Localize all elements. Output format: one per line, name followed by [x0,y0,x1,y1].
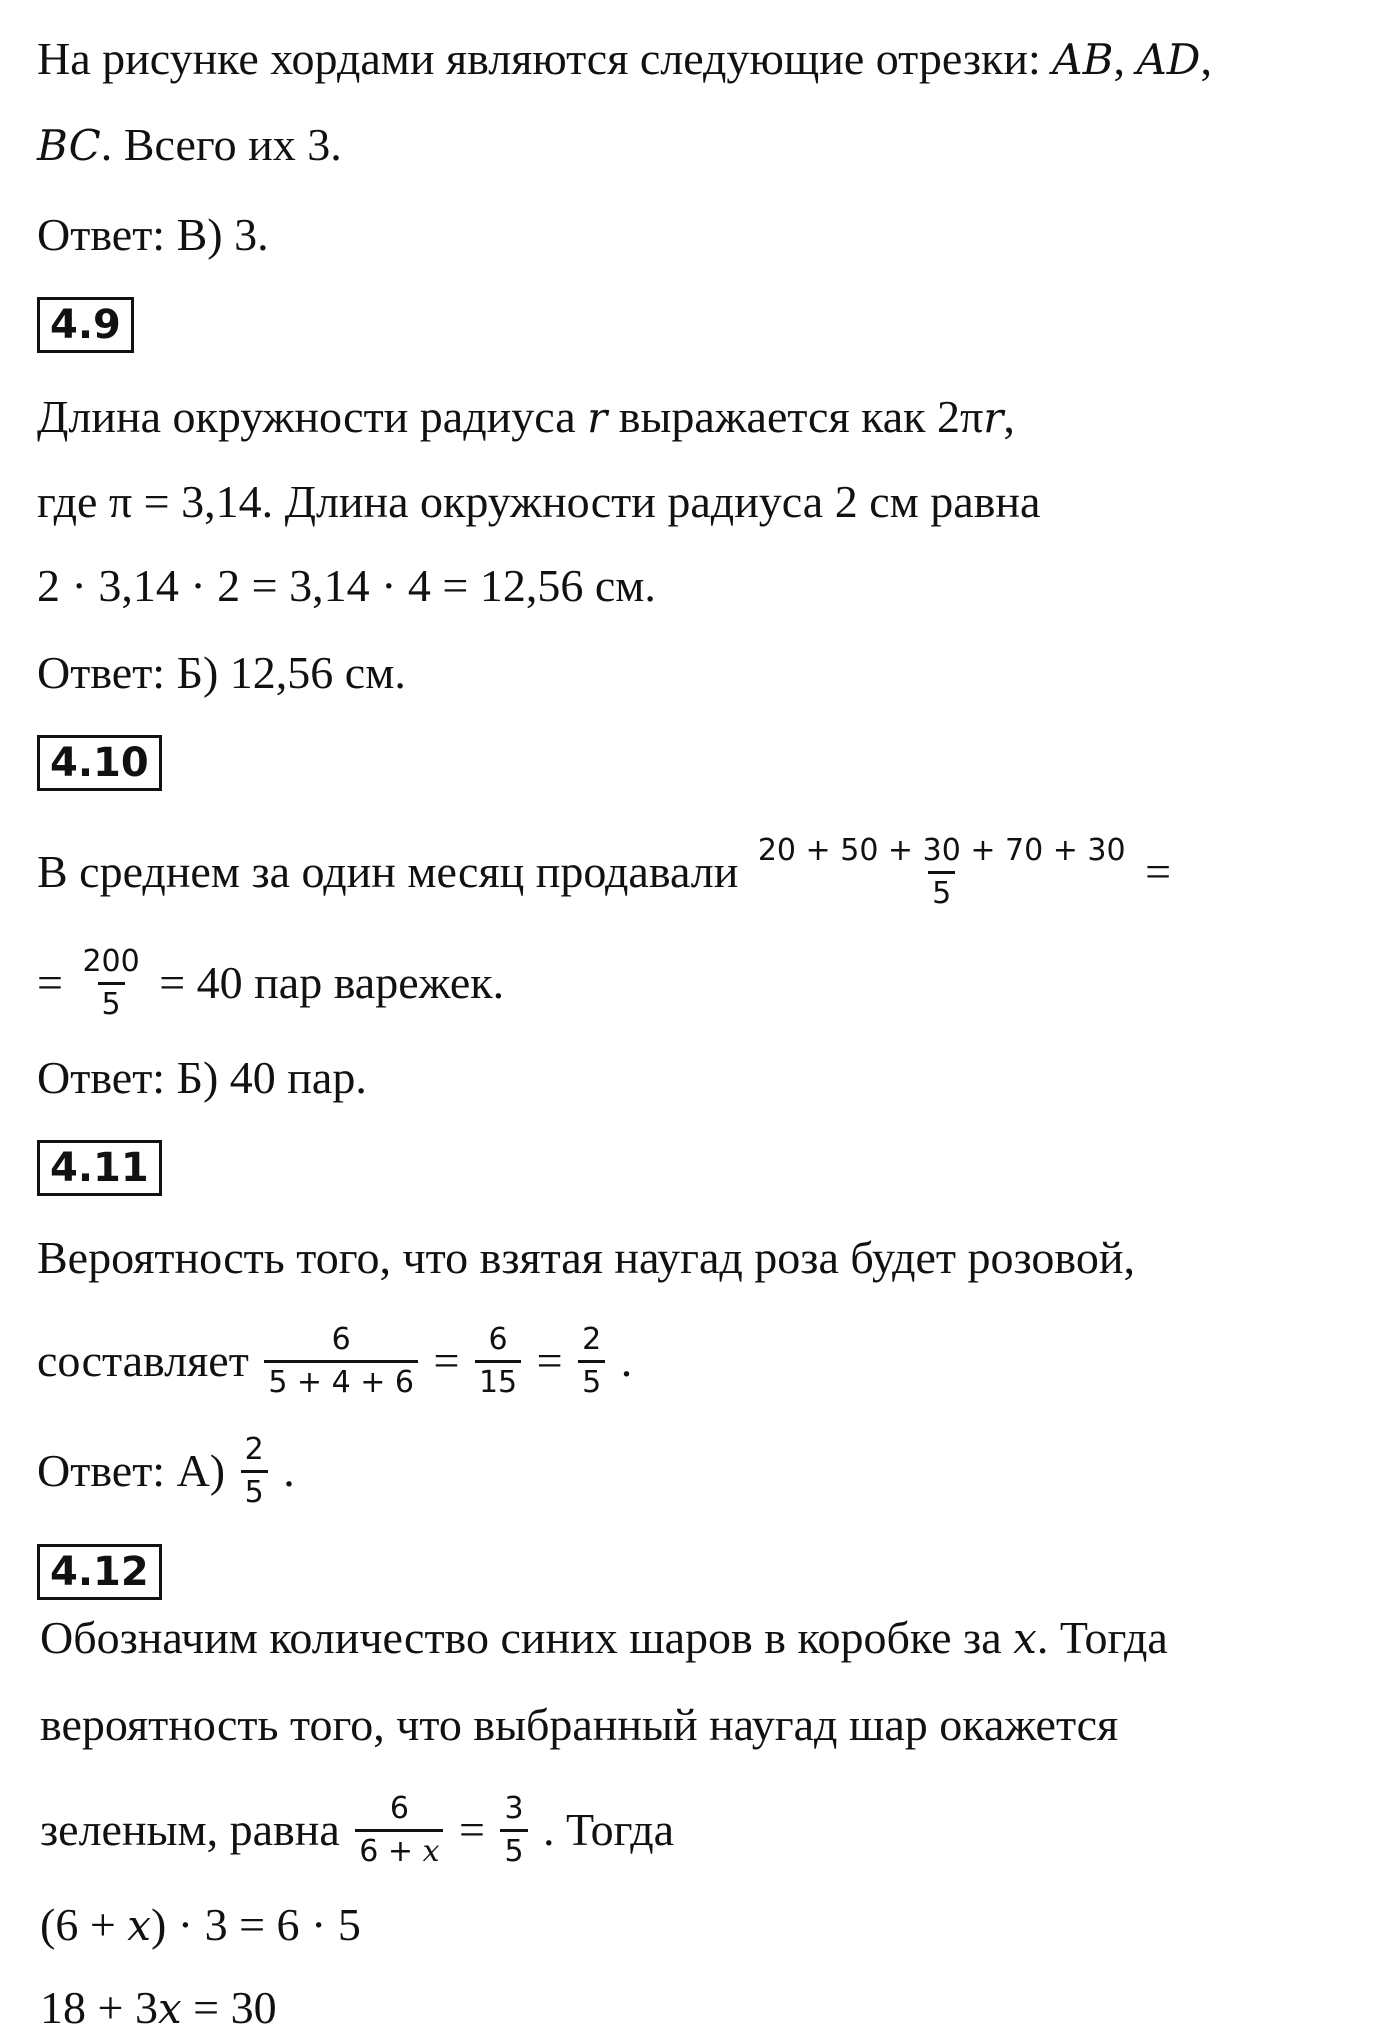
text-line-chords: На рисунке хордами являются следующие отрезки: AB, AD, [37,33,1212,84]
formula-line: зеленым, равна $\frac{6}{6 + x}$ = $\frac{3}{5}$ . Тогда [40,1791,675,1869]
answer-line: Ответ: Б) 40 пар. [37,1052,367,1103]
fraction: $\frac{2}{5}$ [241,1432,268,1511]
fraction: $\frac{200}{5}$ [82,944,140,1022]
formula-line: составляет $\frac{6}{5 + 4 + 6}$ = $\frac{6}{15}$ = $\frac{2}{5}$ . [37,1322,633,1400]
formula-line: (6 + x) · 3 = 6 · 5 [40,1899,361,1950]
text-line-average: В среднем за один месяц продавали $\frac{20 + 50 + 30 + 70 + 30}{5}$ = [37,833,1172,911]
text-line: Обозначим количество синих шаров в коробке за x. Тогда [40,1612,1168,1663]
formula-line: = $\frac{200}{5}$ = 40 пар варежек. [37,944,505,1022]
answer-line: Ответ: В) 3. [37,209,269,260]
fraction: $\frac{2}{5}$ [578,1322,605,1401]
fraction: $\frac{20 + 50 + 30 + 70 + 30}{5}$ [757,833,1126,911]
fraction: $\frac{6}{15}$ [475,1322,521,1401]
text-line-chords-count: BC. Всего их 3. [37,119,342,170]
answer-line: Ответ: А) $\frac{2}{5}$ . [37,1432,295,1510]
fraction: $\frac{6}{5 + 4 + 6}$ [264,1322,418,1401]
text-line: где π = 3,14. Длина окружности радиуса 2 см равна [37,476,1041,527]
formula-line: 2 · 3,14 · 2 = 3,14 · 4 = 12,56 см. [37,560,656,611]
answer-line: Ответ: Б) 12,56 см. [37,647,406,698]
text-line: Вероятность того, что взятая наугад роза будет розовой, [37,1232,1135,1283]
problem-number-4-11: 4.11 [37,1140,162,1196]
problem-number-4-10: 4.10 [37,735,162,791]
formula-line: 18 + 3x = 30 [40,1982,277,2033]
problem-number-4-9: 4.9 [37,297,134,353]
text-line: Длина окружности радиуса r выражается как 2πr, [37,391,1015,442]
text-line: вероятность того, что выбранный наугад шар окажется [40,1699,1119,1750]
fraction: $\frac{6}{6 + x}$ [355,1791,443,1870]
problem-number-4-12: 4.12 [37,1544,162,1600]
fraction: $\frac{3}{5}$ [500,1791,527,1870]
